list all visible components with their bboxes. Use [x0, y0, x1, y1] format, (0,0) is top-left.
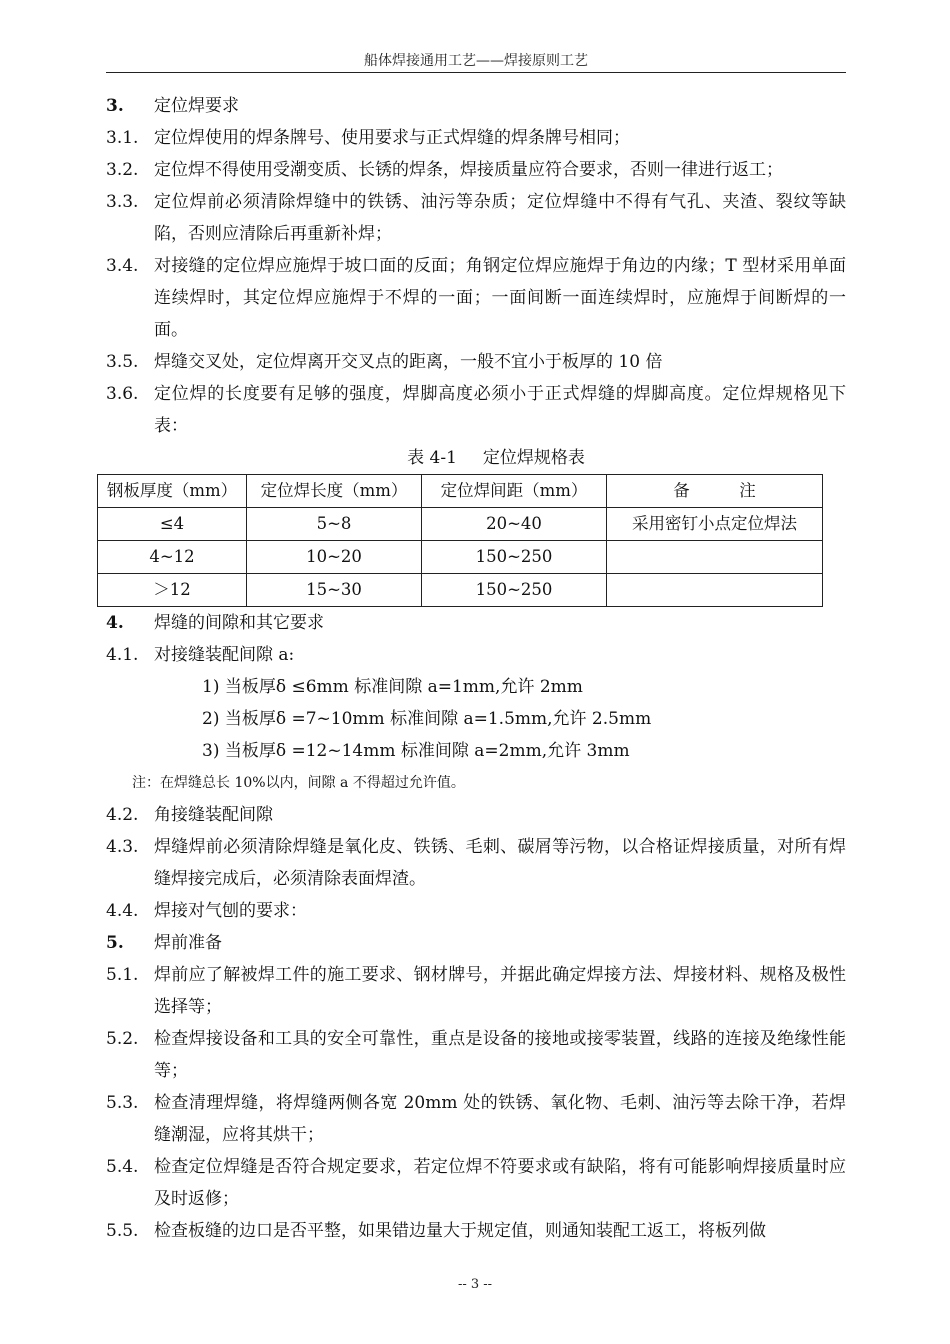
table-header-row: [98, 475, 823, 508]
section-title: 定位焊要求: [154, 96, 239, 116]
tack-weld-spec-table: [97, 474, 823, 607]
clause-text: 定位焊的长度要有足够的强度，焊脚高度必须小于正式焊缝的焊脚高度。定位焊规格见下表：: [154, 384, 846, 436]
table-cell: ＞12: [98, 574, 247, 607]
clause: [106, 250, 846, 346]
clause-text: 定位焊不得使用受潮变质、长锈的焊条，焊接质量应符合要求，否则一律进行返工；: [154, 160, 783, 180]
clause-number: 3.6.: [106, 384, 139, 404]
section-number: 5.: [106, 933, 124, 953]
section-heading: [106, 927, 846, 959]
table-header-cell: 钢板厚度（mm）: [98, 475, 247, 508]
clause: [106, 895, 846, 927]
clause-text: 检查板缝的边口是否平整，如果错边量大于规定值，则通知装配工返工，将板列做: [154, 1221, 766, 1241]
clause: [106, 1151, 846, 1215]
clause-text: 检查清理焊缝，将焊缝两侧各宽 20mm 处的铁锈、氧化物、毛刺、油污等去除干净，若焊缝潮湿，应将其烘干；: [154, 1093, 846, 1145]
gap-item: 2) 当板厚δ =7~10mm 标准间隙 a=1.5mm,允许 2.5mm: [202, 709, 652, 729]
table-cell: ≤4: [98, 508, 247, 541]
table-cell: 10~20: [247, 541, 422, 574]
clause-text: 定位焊前必须清除焊缝中的铁锈、油污等杂质；定位焊缝中不得有气孔、夹渣、裂纹等缺陷，否则应清除后再重新补焊；: [154, 192, 846, 244]
clause-number: 4.2.: [106, 805, 139, 825]
clause-number: 5.5.: [106, 1221, 139, 1241]
table-caption-number: 表 4-1: [407, 448, 457, 468]
page-header: 船体焊接通用工艺——焊接原则工艺: [364, 53, 588, 69]
table-row: [98, 574, 823, 607]
table-cell: 150~250: [422, 541, 607, 574]
clause-text: 对接缝的定位焊应施焊于坡口面的反面；角钢定位焊应施焊于角边的内缘；T 型材采用单面连续焊时，其定位焊应施焊于不焊的一面；一面间断一面连续焊时，应施焊于间断焊的一面。: [154, 256, 846, 340]
clause-number: 4.4.: [106, 901, 139, 921]
clause: [106, 122, 846, 154]
table-caption: [146, 442, 846, 474]
clause-text: 检查定位焊缝是否符合规定要求，若定位焊不符要求或有缺陷，将有可能影响焊接质量时应及时返修；: [154, 1157, 846, 1209]
clause-text: 焊缝交叉处，定位焊离开交叉点的距离，一般不宜小于板厚的 10 倍: [154, 352, 663, 372]
clause-number: 3.1.: [106, 128, 139, 148]
table-cell: 150~250: [422, 574, 607, 607]
clause-number: 5.3.: [106, 1093, 139, 1113]
table-caption-title: 定位焊规格表: [482, 448, 585, 468]
clause: [106, 1023, 846, 1087]
section-heading: [106, 607, 846, 639]
clause-number: 4.1.: [106, 645, 139, 665]
gap-note: 注：在焊缝总长 10%以内，间隙 a 不得超过允许值。: [132, 775, 465, 791]
clause: [106, 959, 846, 1023]
section-title: 焊缝的间隙和其它要求: [154, 613, 324, 633]
table-cell: 5~8: [247, 508, 422, 541]
clause-number: 3.2.: [106, 160, 139, 180]
clause: [106, 799, 846, 831]
table-cell: 20~40: [422, 508, 607, 541]
clause: [106, 831, 846, 895]
page-number: -- 3 --: [457, 1277, 493, 1292]
header-rule: [106, 72, 846, 73]
clause-number: 3.3.: [106, 192, 139, 212]
clause-number: 3.5.: [106, 352, 139, 372]
table-cell: 采用密钉小点定位焊法: [607, 508, 823, 541]
table-cell: 4~12: [98, 541, 247, 574]
clause: [106, 154, 846, 186]
clause-number: 3.4.: [106, 256, 139, 276]
clause: [106, 378, 846, 442]
section-title: 焊前准备: [154, 933, 222, 953]
table-header-cell: 定位焊间距（mm）: [422, 475, 607, 508]
clause-number: 5.2.: [106, 1029, 139, 1049]
table-header-cell: 备 注: [607, 475, 823, 508]
clause: [106, 1087, 846, 1151]
clause-text: 角接缝装配间隙: [154, 805, 273, 825]
table-header-cell: 定位焊长度（mm）: [247, 475, 422, 508]
clause-number: 4.3.: [106, 837, 139, 857]
section-number: 4.: [106, 613, 124, 633]
clause-text: 对接缝装配间隙 a:: [154, 645, 295, 665]
section-heading: [106, 90, 846, 122]
clause-text: 焊缝焊前必须清除焊缝是氧化皮、铁锈、毛刺、碳屑等污物，以合格证焊接质量，对所有焊缝焊接完成后，必须清除表面焊渣。: [154, 837, 846, 889]
clause: [106, 1215, 846, 1247]
clause: [106, 346, 846, 378]
table-cell: [607, 541, 823, 574]
clause-text: 焊接对气刨的要求：: [154, 901, 307, 921]
table-cell: 15~30: [247, 574, 422, 607]
table-row: [98, 541, 823, 574]
section-number: 3.: [106, 96, 124, 116]
clause-text: 检查焊接设备和工具的安全可靠性，重点是设备的接地或接零装置，线路的连接及绝缘性能等；: [154, 1029, 846, 1081]
clause-text: 焊前应了解被焊工件的施工要求、钢材牌号，并据此确定焊接方法、焊接材料、规格及极性选择等；: [154, 965, 846, 1017]
clause-number: 5.4.: [106, 1157, 139, 1177]
gap-item: 3) 当板厚δ =12~14mm 标准间隙 a=2mm,允许 3mm: [202, 741, 630, 761]
clause-text: 定位焊使用的焊条牌号、使用要求与正式焊缝的焊条牌号相同；: [154, 128, 630, 148]
table-cell: [607, 574, 823, 607]
clause: [106, 186, 846, 250]
gap-item: 1) 当板厚δ ≤6mm 标准间隙 a=1mm,允许 2mm: [202, 677, 583, 697]
document-body: [106, 90, 846, 1247]
table-row: [98, 508, 823, 541]
clause-number: 5.1.: [106, 965, 139, 985]
clause: [106, 639, 846, 671]
